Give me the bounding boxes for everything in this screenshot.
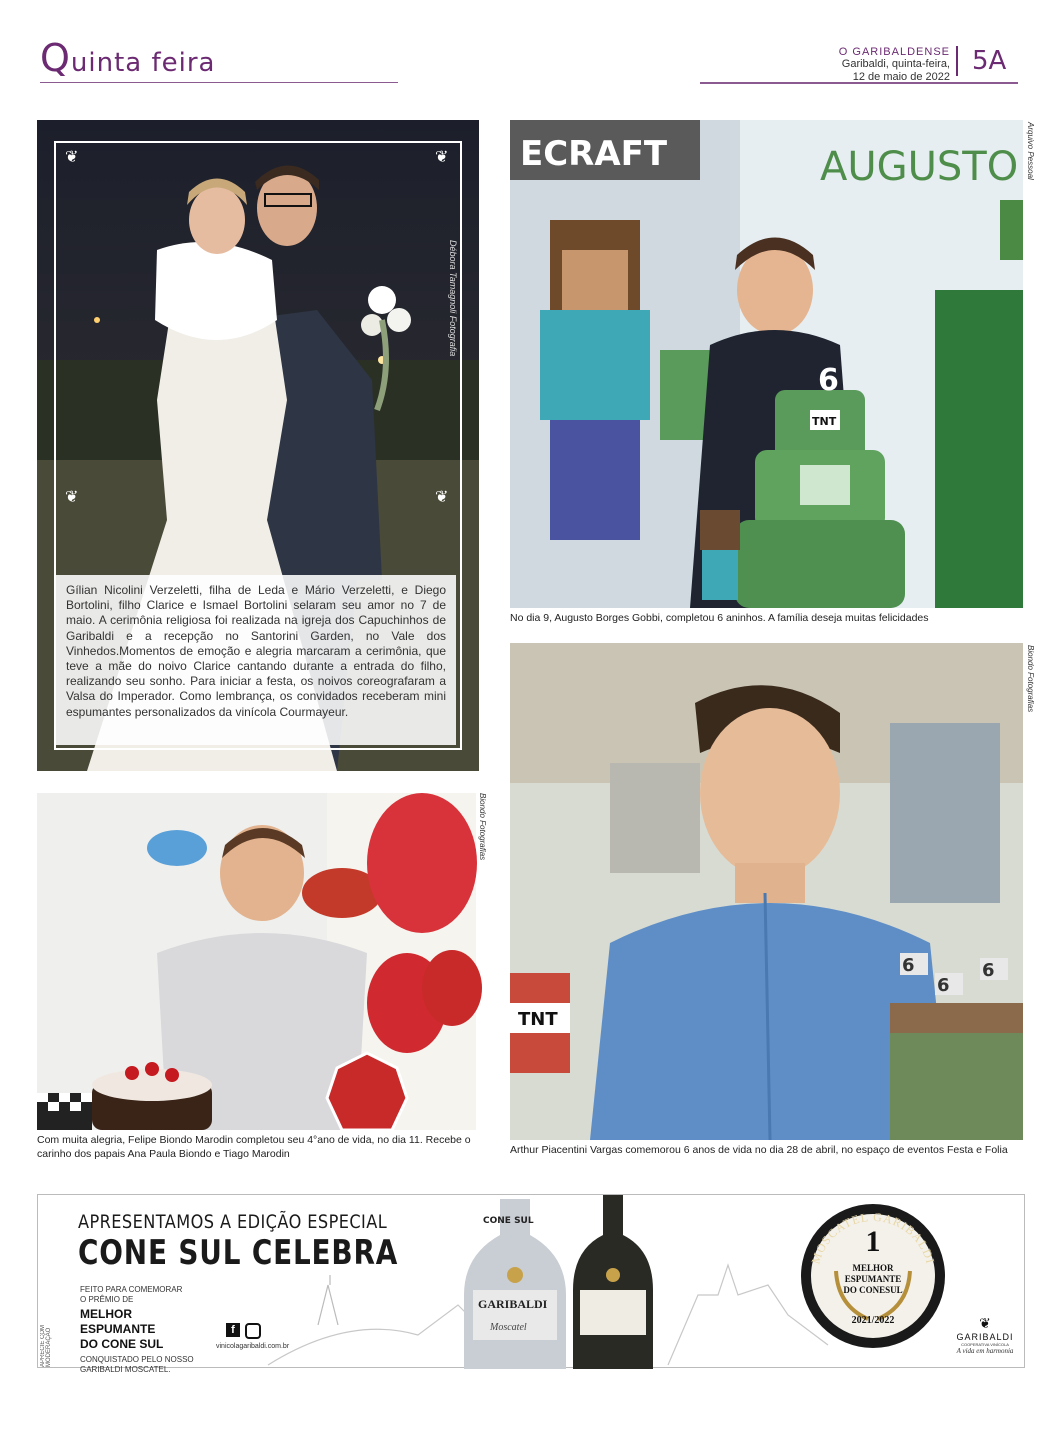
garibaldi-logo-sub: COOPERATIVA VINÍCOLA bbox=[961, 1342, 1009, 1347]
ad-award-text bbox=[80, 1307, 163, 1352]
ad-award-line-1: MELHOR bbox=[80, 1307, 132, 1321]
header-rule-left bbox=[40, 82, 398, 83]
garibaldi-logo bbox=[950, 1315, 1020, 1355]
svg-text:❦: ❦ bbox=[435, 487, 449, 506]
facebook-icon[interactable]: f bbox=[226, 1323, 240, 1337]
seal-ring-text: MOSCATEL GARIBALDI bbox=[808, 1209, 938, 1266]
ad-headline-1: APRESENTAMOS A EDIÇÃO ESPECIAL bbox=[78, 1211, 388, 1233]
ad-outro-line-1: CONQUISTADO PELO NOSSO bbox=[80, 1355, 194, 1364]
augusto-cake-candle: 6 bbox=[818, 363, 839, 398]
bottle-brand: GARIBALDI bbox=[478, 1297, 548, 1311]
ad-award-line-2: ESPUMANTE bbox=[80, 1322, 156, 1336]
ad-outro-line-2: GARIBALDI MOSCATEL. bbox=[80, 1365, 171, 1374]
seal-line-1: MELHOR bbox=[852, 1263, 894, 1273]
augusto-photo bbox=[510, 120, 1023, 608]
ad-moderation-note: APRECIE COM MODERAÇÃO bbox=[40, 1324, 52, 1367]
issue-date bbox=[842, 58, 950, 84]
ad-headline-2: CONE SUL CELEBRA bbox=[78, 1233, 399, 1273]
garibaldi-logo-tagline: A vida em harmonia bbox=[956, 1347, 1014, 1355]
augusto-banner-name: AUGUSTO bbox=[820, 144, 1019, 190]
augusto-cake-label: TNT bbox=[812, 415, 837, 428]
newspaper-name: O GARIBALDENSE bbox=[838, 46, 950, 58]
wedding-photo-credit: Débora Tamagnoli Fotografia bbox=[448, 240, 458, 357]
issue-date-line1: Garibaldi, quinta-feira, bbox=[841, 58, 950, 70]
bottle-variety: Moscatel bbox=[490, 1322, 527, 1333]
arthur-photo-credit: Biondo Fotografias bbox=[1026, 645, 1035, 713]
seal-award-lines bbox=[833, 1263, 913, 1296]
ad-website[interactable]: vinicolagaribaldi.com.br bbox=[216, 1343, 290, 1350]
svg-text:❦: ❦ bbox=[65, 487, 79, 506]
bottle-label-top: CONE SUL bbox=[483, 1216, 534, 1226]
garibaldi-logo-icon: ❦ bbox=[979, 1315, 991, 1331]
ad-award-line-3: DO CONE SUL bbox=[80, 1337, 164, 1351]
ad-outro-text bbox=[80, 1355, 194, 1375]
svg-text:❦: ❦ bbox=[435, 147, 449, 166]
seal-line-3: DO CONESUL bbox=[843, 1285, 903, 1295]
issue-date-line2: 12 de maio de 2022 bbox=[852, 71, 950, 83]
svg-text:❦: ❦ bbox=[65, 147, 79, 166]
arthur-block-label: TNT bbox=[518, 1009, 558, 1030]
section-title bbox=[40, 36, 216, 80]
seal-line-2: ESPUMANTE bbox=[844, 1274, 902, 1284]
augusto-banner-logo: ECRAFT bbox=[520, 134, 668, 174]
advertisement bbox=[37, 1194, 1025, 1374]
arthur-topper-1: 6 bbox=[902, 955, 915, 976]
felipe-photo-credit: Biondo Fotografias bbox=[478, 793, 487, 861]
seal-years: 2021/2022 bbox=[851, 1315, 895, 1326]
arthur-topper-2: 6 bbox=[937, 975, 950, 996]
section-title-initial: Q bbox=[40, 36, 71, 80]
ad-intro-line-2: O PRÊMIO DE bbox=[80, 1295, 134, 1304]
header-divider bbox=[956, 46, 958, 76]
seal-rank: 1 bbox=[865, 1225, 881, 1258]
section-title-rest: uinta feira bbox=[70, 48, 216, 78]
arthur-topper-3: 6 bbox=[982, 960, 995, 981]
augusto-caption: No dia 9, Augusto Borges Gobbi, completou 6 aninhos. A família deseja muitas felicidades bbox=[510, 612, 929, 624]
arthur-caption: Arthur Piacentini Vargas comemorou 6 anos de vida no dia 28 de abril, no espaço de eventos Festa e Folia bbox=[510, 1144, 1008, 1156]
felipe-caption: Com muita alegria, Felipe Biondo Marodin completou seu 4°ano de vida, no dia 11. Recebe o carinho dos papais Ana Paula Biondo e Tiago Marodin bbox=[37, 1134, 471, 1160]
ad-intro-text bbox=[80, 1285, 182, 1305]
arthur-photo bbox=[510, 643, 1023, 1140]
augusto-photo-credit: Arquivo Pessoal bbox=[1026, 122, 1035, 180]
ad-intro-line-1: FEITO PARA COMEMORAR bbox=[80, 1285, 183, 1294]
page-number: 5A bbox=[972, 46, 1007, 76]
garibaldi-logo-name: GARIBALDI bbox=[956, 1332, 1014, 1342]
felipe-photo bbox=[37, 793, 476, 1130]
instagram-icon[interactable] bbox=[245, 1323, 261, 1339]
wedding-story-text: Gílian Nicolini Verzeletti, filha de Leda e Mário Verzeletti, e Diego Bortolini, filho Clarice e Ismael Bortolini selaram seu amor no 7 de maio. A cerimônia religiosa foi realizada na igreja dos Capuchinhos de Garibaldi e a recepção no Santorini Garden, no Vale dos Vinhedos.Momentos de emoção e alegria marcaram a cerimônia, que teve a mãe do noivo Clarice cantando durante a entrada do filho, realizando seu sonho. Para iniciar a festa, os noivos coreografaram a Valsa do Imperador. Como lembrança, os convidados receberam mini espumantes personalizados da vinícola Courmayeur. bbox=[56, 575, 456, 745]
